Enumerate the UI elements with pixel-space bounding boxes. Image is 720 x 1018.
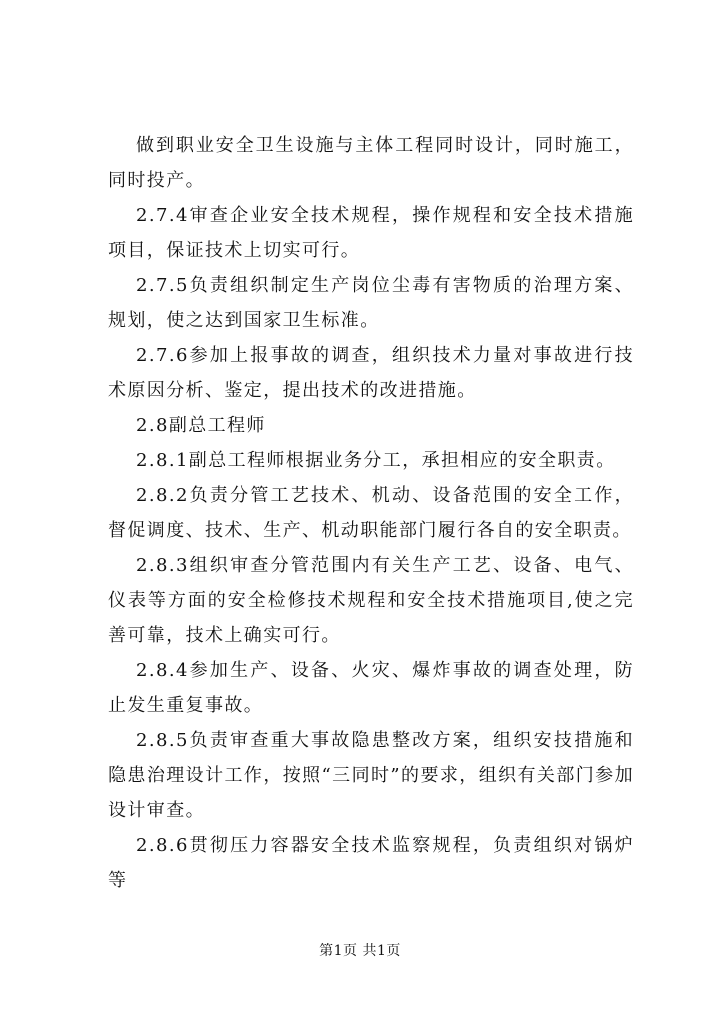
- section-heading: 2.8副总工程师: [136, 415, 266, 436]
- paragraph: 2.8.1副总工程师根据业务分工，承担相应的安全职责。: [136, 450, 616, 471]
- paragraph: 2.8.2负责分管工艺技术、机动、设备范围的安全工作，督促调度、技术、生产、机动职能部门履行各自的安全职责。: [108, 485, 634, 541]
- paragraph: 2.7.5负责组织制定生产岗位尘毒有害物质的治理方案、规划，使之达到国家卫生标准。: [108, 275, 634, 331]
- paragraph: 2.7.6参加上报事故的调查，组织技术力量对事故进行技术原因分析、鉴定，提出技术的改进措施。: [108, 345, 634, 401]
- paragraph: 2.8.6贯彻压力容器安全技术监察规程，负责组织对锅炉等: [108, 835, 634, 891]
- page-number-footer: 第1页 共1页: [319, 943, 401, 959]
- paragraph: 2.8.4参加生产、设备、火灾、爆炸事故的调查处理，防止发生重复事故。: [108, 660, 634, 716]
- document-body: [108, 128, 634, 898]
- paragraph: 做到职业安全卫生设施与主体工程同时设计，同时施工，同时投产。: [108, 135, 634, 191]
- paragraph: 2.8.5负责审查重大事故隐患整改方案，组织安技措施和隐患治理设计工作，按照“三同时”的要求，组织有关部门参加设计审查。: [108, 730, 634, 821]
- paragraph: 2.7.4审查企业安全技术规程，操作规程和安全技术措施项目，保证技术上切实可行。: [108, 205, 634, 261]
- paragraph: 2.8.3组织审查分管范围内有关生产工艺、设备、电气、仪表等方面的安全检修技术规程和安全技术措施项目,使之完善可靠，技术上确实可行。: [108, 555, 634, 646]
